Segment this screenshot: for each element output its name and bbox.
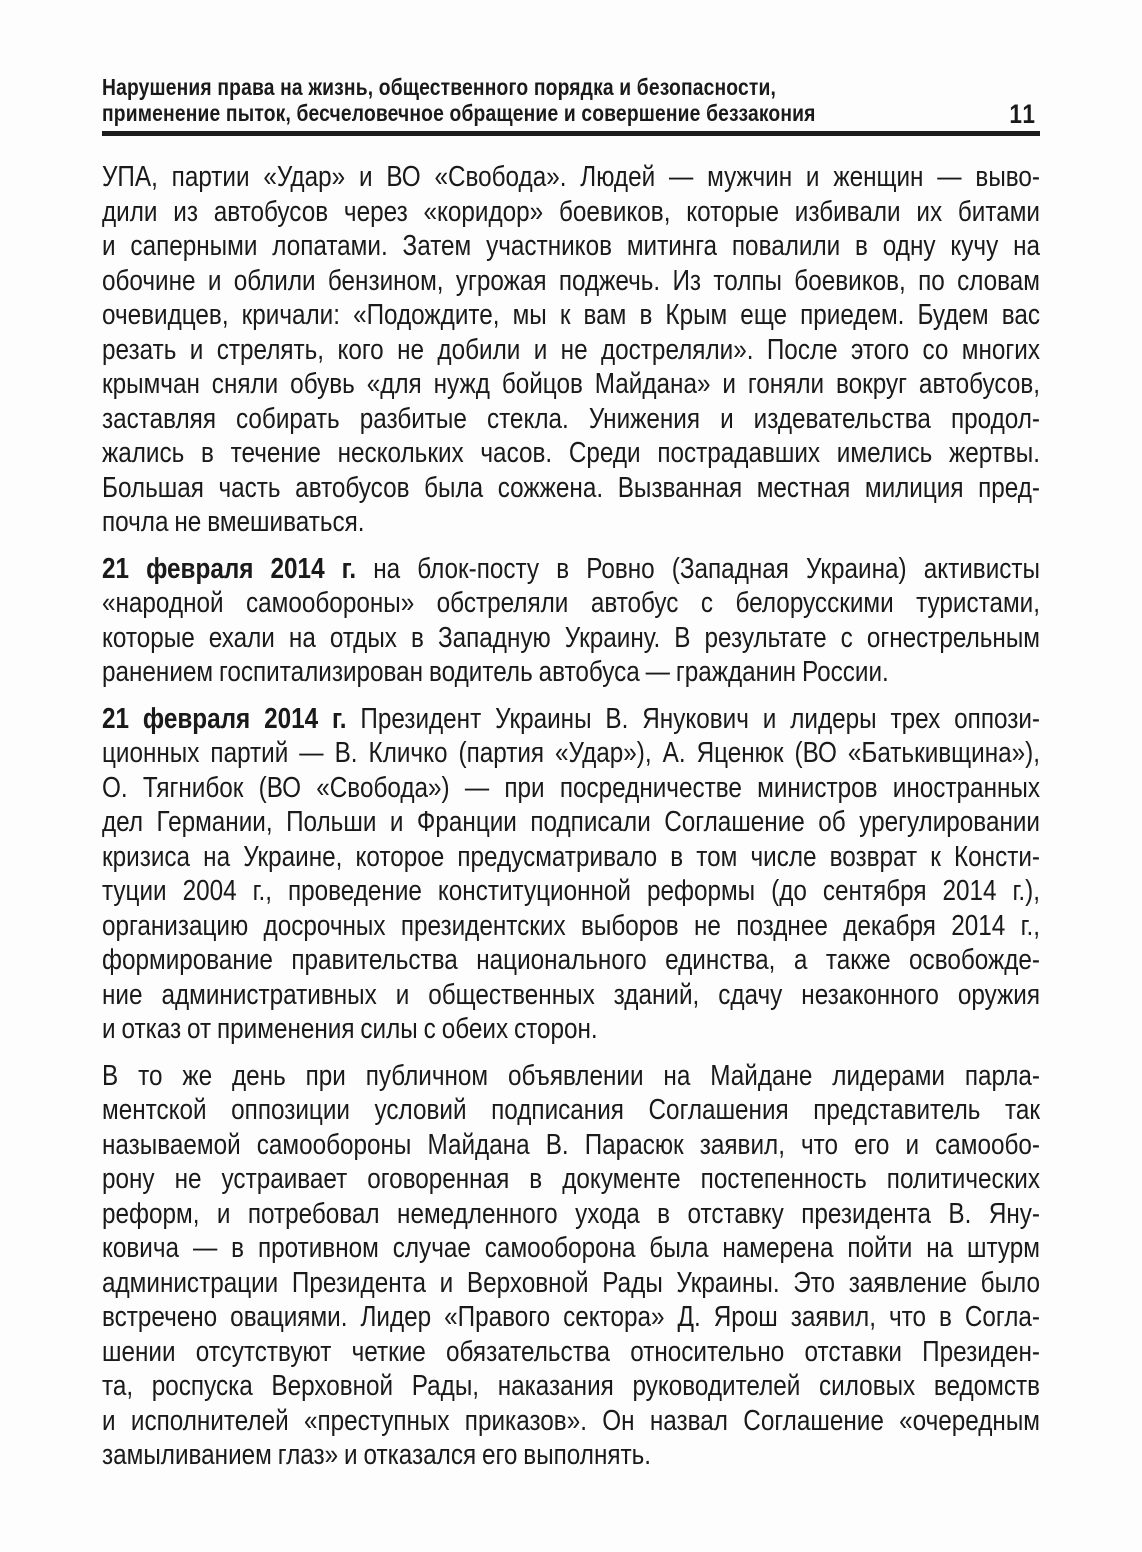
text-line: «народной самообороны» обстреляли автобус с белорусскими туристами, — [102, 587, 1040, 619]
text-line: та, роспуска Верховной Рады, наказания руководителей силовых ведомств — [102, 1370, 1040, 1402]
text-line: жались в течение нескольких часов. Среди пострадавших имелись жертвы. — [102, 437, 1040, 469]
paragraph — [102, 1059, 1040, 1473]
text-line: УПА, партии «Удар» и ВО «Свобода». Людей — мужчин и женщин — выво- — [102, 161, 1040, 193]
text-line: формирование правительства национального единства, а также освобожде- — [102, 944, 1040, 976]
text-line: шении отсутствуют четкие обязательства относительно отставки Президен- — [102, 1335, 1040, 1368]
text-line: очевидцев, кричали: «Подождите, мы к вам в Крым еще приедем. Будем вас — [102, 299, 1040, 331]
text-line: и отказ от применения силы с обеих сторон. — [102, 1013, 598, 1045]
date-lead-bold: 21 февраля 2014 г. — [102, 552, 357, 585]
running-header-title — [102, 74, 1040, 129]
text-line: рону не устраивает оговоренная в документе постепенность политических — [102, 1163, 1040, 1195]
text-line: ментской оппозиции условий подписания Соглашения представитель так — [102, 1094, 1040, 1126]
text-line: ранением госпитализирован водитель автобуса — гражданин России. — [102, 656, 889, 688]
text-line: и исполнителей «преступных приказов». Он назвал Соглашение «очередным — [102, 1404, 1040, 1437]
text-line: Большая часть автобусов была сожжена. Вызванная местная милиция пред- — [102, 471, 1040, 504]
running-header-line-1: Нарушения права на жизнь, общественного порядка и безопасности, — [102, 74, 777, 100]
text-line: резать и стрелять, кого не добили и не достреляли». После этого со многих — [102, 333, 1040, 366]
text-line: которые ехали на отдых в Западную Украину. В результате с огнестрельным — [102, 621, 1040, 654]
running-header-line-2: применение пыток, бесчеловечное обращение и совершение беззакония — [102, 100, 816, 126]
text-line: обочине и облили бензином, угрожая поджечь. Из толпы боевиков, по словам — [102, 264, 1040, 297]
text-line: кризиса на Украине, которое предусматривало в том числе возврат к Консти- — [102, 840, 1040, 873]
page-number: 11 — [1009, 99, 1037, 129]
running-header — [102, 0, 1040, 129]
text-line: дили из автобусов через «коридор» боевиков, которые избивали их битами — [102, 195, 1040, 228]
text-line: организацию досрочных президентских выборов не позднее декабря 2014 г., — [102, 909, 1040, 942]
paragraph — [102, 160, 1040, 540]
text-line: ние административных и общественных зданий, сдачу незаконного оружия — [102, 978, 1040, 1011]
text-line: и саперными лопатами. Затем участников митинга повалили в одну кучу на — [102, 230, 1040, 262]
text-line: ковича — в противном случае самооборона была намерена пойти на штурм — [102, 1232, 1040, 1264]
text-line: администрации Президента и Верховной Рады Украины. Это заявление было — [102, 1266, 1040, 1299]
text-line: встречено овациями. Лидер «Правого сектора» Д. Ярош заявил, что в Согла- — [102, 1301, 1040, 1333]
header-divider-rule — [102, 131, 1040, 136]
text-line: О. Тягнибок (ВО «Свобода») — при посредничестве министров иностранных — [102, 771, 1040, 804]
text-line: ционных партий — В. Кличко (партия «Удар»), А. Яценюк (ВО «Батькивщина»), — [102, 737, 1040, 769]
text-line: туции 2004 г., проведение конституционной реформы (до сентября 2014 г.), — [102, 875, 1040, 907]
text-line: В то же день при публичном объявлении на Майдане лидерами парла- — [102, 1059, 1040, 1092]
text-line: 21 февраля 2014 г. на блок-посту в Ровно (Западная Украина) активисты — [102, 552, 1040, 585]
body-text — [102, 160, 1040, 1473]
text-line: замыливанием глаз» и отказался его выполнять. — [102, 1439, 652, 1471]
text-line: реформ, и потребовал немедленного ухода в отставку президента В. Яну- — [102, 1197, 1040, 1230]
text-column — [102, 0, 1040, 1473]
text-line: 21 февраля 2014 г. Президент Украины В. Янукович и лидеры трех оппози- — [102, 702, 1040, 735]
text-line: крымчан сняли обувь «для нужд бойцов Майдана» и гоняли вокруг автобусов, — [102, 368, 1040, 400]
text-line: заставляя собирать разбитые стекла. Унижения и издевательства продол- — [102, 402, 1040, 435]
text-line: почла не вмешиваться. — [102, 506, 365, 538]
paragraph — [102, 702, 1040, 1047]
paragraph — [102, 552, 1040, 690]
text-line: дел Германии, Польши и Франции подписали Соглашение об урегулировании — [102, 806, 1040, 838]
text-line: называемой самообороны Майдана В. Парасюк заявил, что его и самообо- — [102, 1128, 1040, 1161]
date-lead-bold: 21 февраля 2014 г. — [102, 702, 347, 735]
